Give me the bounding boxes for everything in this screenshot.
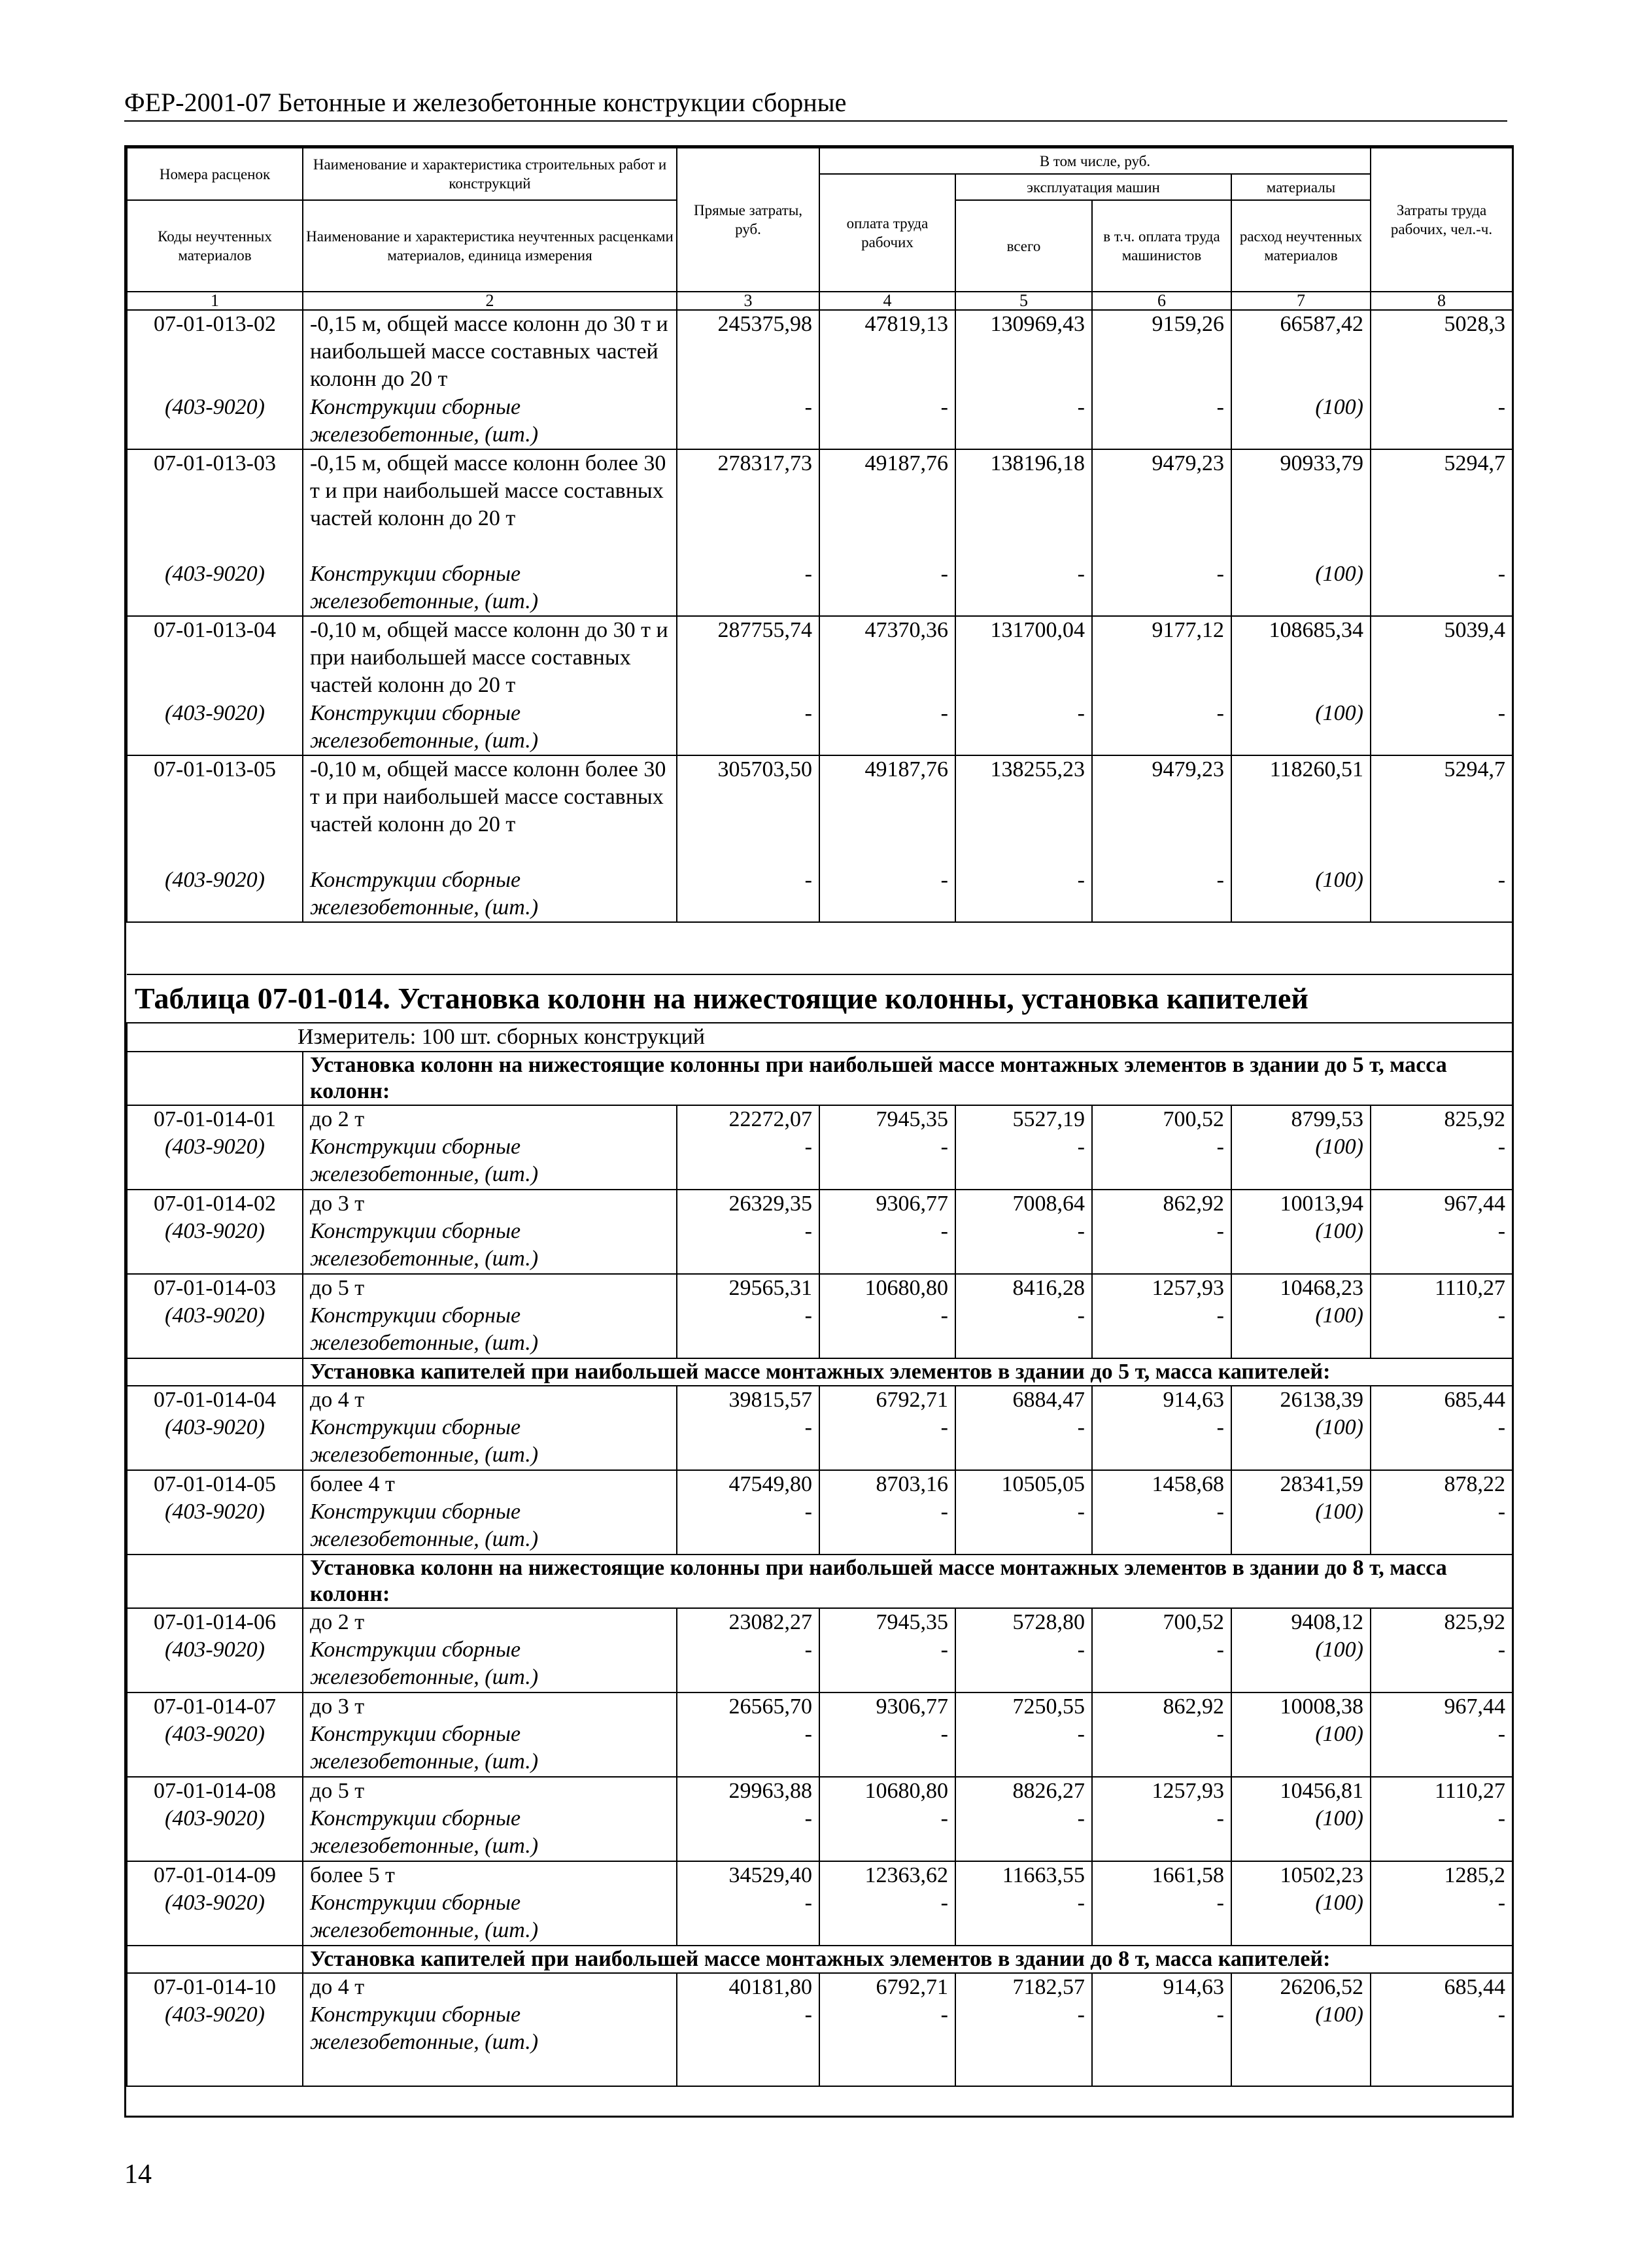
value-machinists: 914,63 xyxy=(1092,1973,1231,2001)
dash-hours: - xyxy=(1371,1636,1512,1692)
dash-machines: - xyxy=(955,1498,1092,1555)
dash-labor: - xyxy=(819,1414,955,1470)
table-row xyxy=(127,1274,1512,1302)
dash-machinists: - xyxy=(1092,1721,1231,1777)
value-machinists: 700,52 xyxy=(1092,1608,1231,1636)
measure-row xyxy=(127,1023,1512,1052)
value-machinists: 862,92 xyxy=(1092,1190,1231,1218)
dash-machinists: - xyxy=(1092,1498,1231,1555)
value-machinists: 1257,93 xyxy=(1092,1274,1231,1302)
value-machinists: 1661,58 xyxy=(1092,1861,1231,1889)
material-row xyxy=(127,1805,1512,1861)
dash-labor: - xyxy=(819,1721,955,1777)
table-row xyxy=(127,1608,1512,1636)
header-including: В том числе, руб. xyxy=(819,148,1371,174)
dash-machinists: - xyxy=(1092,1889,1231,1946)
work-description: -0,15 м, общей массе колонн до 30 т и наибольшей массе составных частей колонн до 20 т xyxy=(303,310,677,394)
header-unaccounted-materials: расход неучтенных материалов xyxy=(1231,200,1371,292)
value-machinists: 9479,23 xyxy=(1092,449,1231,560)
value-materials: 10013,94 xyxy=(1231,1190,1371,1218)
dash-labor: - xyxy=(819,1636,955,1692)
material-quantity: (100) xyxy=(1231,1805,1371,1861)
header-codes: Коды неучтенных материалов xyxy=(127,200,303,292)
header-labor-costs: Затраты труда рабочих, чел.-ч. xyxy=(1371,148,1512,292)
section-title: Установка колонн на нижестоящие колонны при наибольшей массе монтажных элементов в здании до 5 т, масса колонн: xyxy=(303,1052,1512,1105)
value-hours: 5039,4 xyxy=(1371,616,1512,700)
dash-direct: - xyxy=(677,394,819,449)
value-materials: 90933,79 xyxy=(1231,449,1371,560)
value-machines: 5527,19 xyxy=(955,1105,1092,1133)
value-machines: 10505,05 xyxy=(955,1470,1092,1498)
dash-direct: - xyxy=(677,1133,819,1190)
dash-hours: - xyxy=(1371,1414,1512,1470)
material-quantity: (100) xyxy=(1231,1636,1371,1692)
value-direct: 29565,31 xyxy=(677,1274,819,1302)
material-quantity: (100) xyxy=(1231,867,1371,922)
value-machinists: 914,63 xyxy=(1092,1386,1231,1414)
material-name: Конструкции сборные железобетонные, (шт.) xyxy=(303,1133,677,1190)
col-number: 2 xyxy=(303,292,677,310)
rate-code: 07-01-013-04 xyxy=(127,616,303,700)
value-direct: 34529,40 xyxy=(677,1861,819,1889)
work-description: до 2 т xyxy=(303,1608,677,1636)
material-name: Конструкции сборные железобетонные, (шт.) xyxy=(303,1721,677,1777)
col-number: 1 xyxy=(127,292,303,310)
value-labor: 8703,16 xyxy=(819,1470,955,1498)
dash-hours: - xyxy=(1371,394,1512,449)
rate-code: 07-01-014-05 xyxy=(127,1470,303,1498)
value-machines: 138196,18 xyxy=(955,449,1092,560)
value-direct: 245375,98 xyxy=(677,310,819,394)
material-quantity: (100) xyxy=(1231,394,1371,449)
material-quantity: (100) xyxy=(1231,1218,1371,1274)
dash-machines: - xyxy=(955,1889,1092,1946)
value-machines: 7008,64 xyxy=(955,1190,1092,1218)
dash-direct: - xyxy=(677,700,819,755)
header-direct-costs: Прямые затраты, руб. xyxy=(677,148,819,292)
header-materials: материалы xyxy=(1231,174,1371,200)
dash-machinists: - xyxy=(1092,1133,1231,1190)
dash-direct: - xyxy=(677,1889,819,1946)
rate-code: 07-01-014-03 xyxy=(127,1274,303,1302)
dash-hours: - xyxy=(1371,2001,1512,2086)
dash-direct: - xyxy=(677,1498,819,1555)
col-number: 6 xyxy=(1092,292,1231,310)
material-quantity: (100) xyxy=(1231,1721,1371,1777)
value-hours: 1285,2 xyxy=(1371,1861,1512,1889)
table-row xyxy=(127,1470,1512,1498)
dash-direct: - xyxy=(677,1414,819,1470)
header-rate-numbers: Номера расценок xyxy=(127,148,303,200)
dash-hours: - xyxy=(1371,867,1512,922)
value-hours: 967,44 xyxy=(1371,1692,1512,1721)
material-row xyxy=(127,700,1512,755)
material-code: (403-9020) xyxy=(127,1498,303,1555)
dash-machinists: - xyxy=(1092,1218,1231,1274)
value-machinists: 9159,26 xyxy=(1092,310,1231,394)
material-row xyxy=(127,1889,1512,1946)
header-work-name: Наименование и характеристика строительных работ и конструкций xyxy=(303,148,677,200)
value-direct: 29963,88 xyxy=(677,1777,819,1805)
dash-machinists: - xyxy=(1092,2001,1231,2086)
material-code: (403-9020) xyxy=(127,867,303,922)
dash-hours: - xyxy=(1371,700,1512,755)
value-direct: 47549,80 xyxy=(677,1470,819,1498)
header-labor-pay: оплата труда рабочих xyxy=(819,174,955,292)
dash-machines: - xyxy=(955,1133,1092,1190)
work-description: до 4 т xyxy=(303,1386,677,1414)
table-body xyxy=(127,310,1512,2086)
rate-code: 07-01-014-04 xyxy=(127,1386,303,1414)
material-quantity: (100) xyxy=(1231,1889,1371,1946)
dash-machinists: - xyxy=(1092,560,1231,616)
value-materials: 9408,12 xyxy=(1231,1608,1371,1636)
dash-hours: - xyxy=(1371,1721,1512,1777)
dash-machines: - xyxy=(955,1414,1092,1470)
dash-machines: - xyxy=(955,867,1092,922)
section-row xyxy=(127,1946,1512,1973)
work-description: до 4 т xyxy=(303,1973,677,2001)
material-row xyxy=(127,394,1512,449)
value-machines: 138255,23 xyxy=(955,755,1092,867)
material-row xyxy=(127,560,1512,616)
material-code: (403-9020) xyxy=(127,2001,303,2086)
material-row xyxy=(127,1636,1512,1692)
value-direct: 22272,07 xyxy=(677,1105,819,1133)
material-name: Конструкции сборные железобетонные, (шт.) xyxy=(303,700,677,755)
value-labor: 7945,35 xyxy=(819,1608,955,1636)
dash-machinists: - xyxy=(1092,394,1231,449)
work-description: до 2 т xyxy=(303,1105,677,1133)
dash-hours: - xyxy=(1371,1133,1512,1190)
material-name: Конструкции сборные железобетонные, (шт.) xyxy=(303,560,677,616)
dash-machinists: - xyxy=(1092,1636,1231,1692)
value-labor: 6792,71 xyxy=(819,1973,955,2001)
dash-machines: - xyxy=(955,1636,1092,1692)
material-row xyxy=(127,1498,1512,1555)
dash-machinists: - xyxy=(1092,1805,1231,1861)
dash-labor: - xyxy=(819,1498,955,1555)
material-row xyxy=(127,1218,1512,1274)
dash-hours: - xyxy=(1371,1302,1512,1358)
material-quantity: (100) xyxy=(1231,1133,1371,1190)
work-description: -0,10 м, общей массе колонн до 30 т и при наибольшей массе составных частей колонн до 20 т xyxy=(303,616,677,700)
value-machinists: 1458,68 xyxy=(1092,1470,1231,1498)
value-materials: 8799,53 xyxy=(1231,1105,1371,1133)
spacer-row xyxy=(127,922,1512,974)
rate-code: 07-01-014-06 xyxy=(127,1608,303,1636)
value-labor: 10680,80 xyxy=(819,1274,955,1302)
value-machines: 5728,80 xyxy=(955,1608,1092,1636)
value-direct: 23082,27 xyxy=(677,1608,819,1636)
header-total: всего xyxy=(955,200,1092,292)
work-description: -0,10 м, общей массе колонн более 30 т и при наибольшей массе составных частей колонн до 20 т xyxy=(303,755,677,867)
value-materials: 118260,51 xyxy=(1231,755,1371,867)
material-quantity: (100) xyxy=(1231,700,1371,755)
material-name: Конструкции сборные железобетонные, (шт.) xyxy=(303,1889,677,1946)
value-machines: 7250,55 xyxy=(955,1692,1092,1721)
value-direct: 305703,50 xyxy=(677,755,819,867)
document-header: ФЕР-2001-07 Бетонные и железобетонные конструкции сборные xyxy=(124,85,1507,122)
value-direct: 287755,74 xyxy=(677,616,819,700)
material-name: Конструкции сборные железобетонные, (шт.) xyxy=(303,1498,677,1555)
dash-direct: - xyxy=(677,2001,819,2086)
material-row xyxy=(127,1302,1512,1358)
value-materials: 26138,39 xyxy=(1231,1386,1371,1414)
dash-labor: - xyxy=(819,560,955,616)
dash-hours: - xyxy=(1371,1218,1512,1274)
value-machinists: 862,92 xyxy=(1092,1692,1231,1721)
value-direct: 40181,80 xyxy=(677,1973,819,2001)
value-machines: 7182,57 xyxy=(955,1973,1092,2001)
value-hours: 1110,27 xyxy=(1371,1274,1512,1302)
value-labor: 47819,13 xyxy=(819,310,955,394)
rate-code: 07-01-014-10 xyxy=(127,1973,303,2001)
dash-machines: - xyxy=(955,1218,1092,1274)
value-machines: 8826,27 xyxy=(955,1777,1092,1805)
material-code: (403-9020) xyxy=(127,1721,303,1777)
material-name: Конструкции сборные железобетонные, (шт.) xyxy=(303,1414,677,1470)
dash-labor: - xyxy=(819,1889,955,1946)
page-number: 14 xyxy=(124,2159,152,2190)
value-labor: 49187,76 xyxy=(819,449,955,560)
table-row xyxy=(127,1386,1512,1414)
material-code: (403-9020) xyxy=(127,1218,303,1274)
rate-code: 07-01-013-05 xyxy=(127,755,303,867)
dash-labor: - xyxy=(819,1133,955,1190)
dash-hours: - xyxy=(1371,1498,1512,1555)
value-materials: 28341,59 xyxy=(1231,1470,1371,1498)
material-code: (403-9020) xyxy=(127,700,303,755)
dash-direct: - xyxy=(677,1805,819,1861)
spacer xyxy=(127,922,1512,974)
material-quantity: (100) xyxy=(1231,560,1371,616)
rate-code: 07-01-014-02 xyxy=(127,1190,303,1218)
value-hours: 825,92 xyxy=(1371,1105,1512,1133)
work-description: до 3 т xyxy=(303,1190,677,1218)
section-title: Установка капителей при наибольшей массе монтажных элементов в здании до 8 т, масса капителей: xyxy=(303,1946,1512,1973)
dash-machinists: - xyxy=(1092,867,1231,922)
dash-labor: - xyxy=(819,1805,955,1861)
table-title: Таблица 07-01-014. Установка колонн на нижестоящие колонны, установка капителей xyxy=(127,974,1512,1023)
material-row xyxy=(127,1721,1512,1777)
value-materials: 10502,23 xyxy=(1231,1861,1371,1889)
dash-machines: - xyxy=(955,394,1092,449)
value-labor: 49187,76 xyxy=(819,755,955,867)
value-materials: 10008,38 xyxy=(1231,1692,1371,1721)
header-machinist-pay: в т.ч. оплата труда машинистов xyxy=(1092,200,1231,292)
table-row xyxy=(127,1861,1512,1889)
dash-labor: - xyxy=(819,1302,955,1358)
material-row xyxy=(127,1414,1512,1470)
table-row xyxy=(127,1105,1512,1133)
value-materials: 10468,23 xyxy=(1231,1274,1371,1302)
material-quantity: (100) xyxy=(1231,2001,1371,2086)
rate-code: 07-01-013-03 xyxy=(127,449,303,560)
work-description: -0,15 м, общей массе колонн более 30 т и при наибольшей массе составных частей колонн до 20 т xyxy=(303,449,677,560)
rate-code: 07-01-014-01 xyxy=(127,1105,303,1133)
material-name: Конструкции сборные железобетонные, (шт.) xyxy=(303,1302,677,1358)
table-title-row xyxy=(127,974,1512,1023)
value-direct: 39815,57 xyxy=(677,1386,819,1414)
value-hours: 685,44 xyxy=(1371,1386,1512,1414)
material-row xyxy=(127,1133,1512,1190)
material-quantity: (100) xyxy=(1231,1414,1371,1470)
table-header xyxy=(127,148,1512,310)
section-title: Установка капителей при наибольшей массе монтажных элементов в здании до 5 т, масса капителей: xyxy=(303,1358,1512,1386)
dash-hours: - xyxy=(1371,560,1512,616)
material-code: (403-9020) xyxy=(127,1805,303,1861)
table-row xyxy=(127,755,1512,867)
header-material-name: Наименование и характеристика неучтенных расценками материалов, единица измерения xyxy=(303,200,677,292)
col-number: 4 xyxy=(819,292,955,310)
value-materials: 108685,34 xyxy=(1231,616,1371,700)
work-description: до 5 т xyxy=(303,1274,677,1302)
value-machines: 8416,28 xyxy=(955,1274,1092,1302)
value-machinists: 9177,12 xyxy=(1092,616,1231,700)
table-row xyxy=(127,1190,1512,1218)
section-code-cell xyxy=(127,1946,303,1973)
dash-machines: - xyxy=(955,2001,1092,2086)
col-number: 3 xyxy=(677,292,819,310)
dash-labor: - xyxy=(819,867,955,922)
rate-code: 07-01-013-02 xyxy=(127,310,303,394)
value-hours: 5294,7 xyxy=(1371,449,1512,560)
section-row xyxy=(127,1358,1512,1386)
work-description: до 5 т xyxy=(303,1777,677,1805)
value-machinists: 9479,23 xyxy=(1092,755,1231,867)
rates-table xyxy=(124,145,1514,2118)
section-row xyxy=(127,1555,1512,1608)
value-machines: 6884,47 xyxy=(955,1386,1092,1414)
value-direct: 26565,70 xyxy=(677,1692,819,1721)
dash-machinists: - xyxy=(1092,700,1231,755)
material-quantity: (100) xyxy=(1231,1302,1371,1358)
dash-direct: - xyxy=(677,867,819,922)
material-code: (403-9020) xyxy=(127,394,303,449)
section-code-cell xyxy=(127,1358,303,1386)
material-name: Конструкции сборные железобетонные, (шт.) xyxy=(303,1805,677,1861)
value-machinists: 1257,93 xyxy=(1092,1777,1231,1805)
material-quantity: (100) xyxy=(1231,1498,1371,1555)
material-row xyxy=(127,2001,1512,2086)
dash-hours: - xyxy=(1371,1805,1512,1861)
value-hours: 685,44 xyxy=(1371,1973,1512,2001)
dash-labor: - xyxy=(819,2001,955,2086)
dash-machines: - xyxy=(955,1721,1092,1777)
header-machine-operation: эксплуатация машин xyxy=(955,174,1231,200)
section-title: Установка колонн на нижестоящие колонны при наибольшей массе монтажных элементов в здании до 8 т, масса колонн: xyxy=(303,1555,1512,1608)
measure-unit: Измеритель: 100 шт. сборных конструкций xyxy=(127,1023,1512,1052)
value-hours: 967,44 xyxy=(1371,1190,1512,1218)
dash-direct: - xyxy=(677,1218,819,1274)
value-labor: 6792,71 xyxy=(819,1386,955,1414)
work-description: более 4 т xyxy=(303,1470,677,1498)
dash-direct: - xyxy=(677,1636,819,1692)
value-direct: 26329,35 xyxy=(677,1190,819,1218)
material-code: (403-9020) xyxy=(127,1302,303,1358)
value-machines: 130969,43 xyxy=(955,310,1092,394)
value-labor: 9306,77 xyxy=(819,1692,955,1721)
dash-machines: - xyxy=(955,1302,1092,1358)
value-labor: 9306,77 xyxy=(819,1190,955,1218)
table-row xyxy=(127,1973,1512,2001)
material-name: Конструкции сборные железобетонные, (шт.) xyxy=(303,867,677,922)
section-code-cell xyxy=(127,1555,303,1608)
work-description: до 3 т xyxy=(303,1692,677,1721)
value-hours: 878,22 xyxy=(1371,1470,1512,1498)
dash-hours: - xyxy=(1371,1889,1512,1946)
table-row xyxy=(127,616,1512,700)
material-code: (403-9020) xyxy=(127,1636,303,1692)
table-row xyxy=(127,449,1512,560)
dash-direct: - xyxy=(677,1721,819,1777)
rate-code: 07-01-014-09 xyxy=(127,1861,303,1889)
col-number: 5 xyxy=(955,292,1092,310)
section-code-cell xyxy=(127,1052,303,1105)
value-machines: 11663,55 xyxy=(955,1861,1092,1889)
material-name: Конструкции сборные железобетонные, (шт.) xyxy=(303,2001,677,2086)
value-materials: 10456,81 xyxy=(1231,1777,1371,1805)
col-number: 8 xyxy=(1371,292,1512,310)
table-row xyxy=(127,310,1512,394)
dash-machinists: - xyxy=(1092,1414,1231,1470)
value-direct: 278317,73 xyxy=(677,449,819,560)
work-description: более 5 т xyxy=(303,1861,677,1889)
value-labor: 47370,36 xyxy=(819,616,955,700)
value-labor: 7945,35 xyxy=(819,1105,955,1133)
dash-machines: - xyxy=(955,1805,1092,1861)
value-hours: 825,92 xyxy=(1371,1608,1512,1636)
section-row xyxy=(127,1052,1512,1105)
material-row xyxy=(127,867,1512,922)
material-name: Конструкции сборные железобетонные, (шт.) xyxy=(303,1636,677,1692)
value-materials: 26206,52 xyxy=(1231,1973,1371,2001)
material-name: Конструкции сборные железобетонные, (шт.) xyxy=(303,1218,677,1274)
rate-code: 07-01-014-07 xyxy=(127,1692,303,1721)
material-code: (403-9020) xyxy=(127,560,303,616)
material-code: (403-9020) xyxy=(127,1133,303,1190)
value-labor: 12363,62 xyxy=(819,1861,955,1889)
value-hours: 1110,27 xyxy=(1371,1777,1512,1805)
dash-labor: - xyxy=(819,700,955,755)
dash-labor: - xyxy=(819,394,955,449)
value-hours: 5294,7 xyxy=(1371,755,1512,867)
dash-labor: - xyxy=(819,1218,955,1274)
value-machinists: 700,52 xyxy=(1092,1105,1231,1133)
rates-grid xyxy=(126,147,1513,2087)
rate-code: 07-01-014-08 xyxy=(127,1777,303,1805)
value-labor: 10680,80 xyxy=(819,1777,955,1805)
table-row xyxy=(127,1777,1512,1805)
value-materials: 66587,42 xyxy=(1231,310,1371,394)
value-machines: 131700,04 xyxy=(955,616,1092,700)
dash-machines: - xyxy=(955,560,1092,616)
value-hours: 5028,3 xyxy=(1371,310,1512,394)
dash-machines: - xyxy=(955,700,1092,755)
dash-direct: - xyxy=(677,1302,819,1358)
col-number: 7 xyxy=(1231,292,1371,310)
table-row xyxy=(127,1692,1512,1721)
material-code: (403-9020) xyxy=(127,1889,303,1946)
material-name: Конструкции сборные железобетонные, (шт.) xyxy=(303,394,677,449)
material-code: (403-9020) xyxy=(127,1414,303,1470)
dash-direct: - xyxy=(677,560,819,616)
dash-machinists: - xyxy=(1092,1302,1231,1358)
